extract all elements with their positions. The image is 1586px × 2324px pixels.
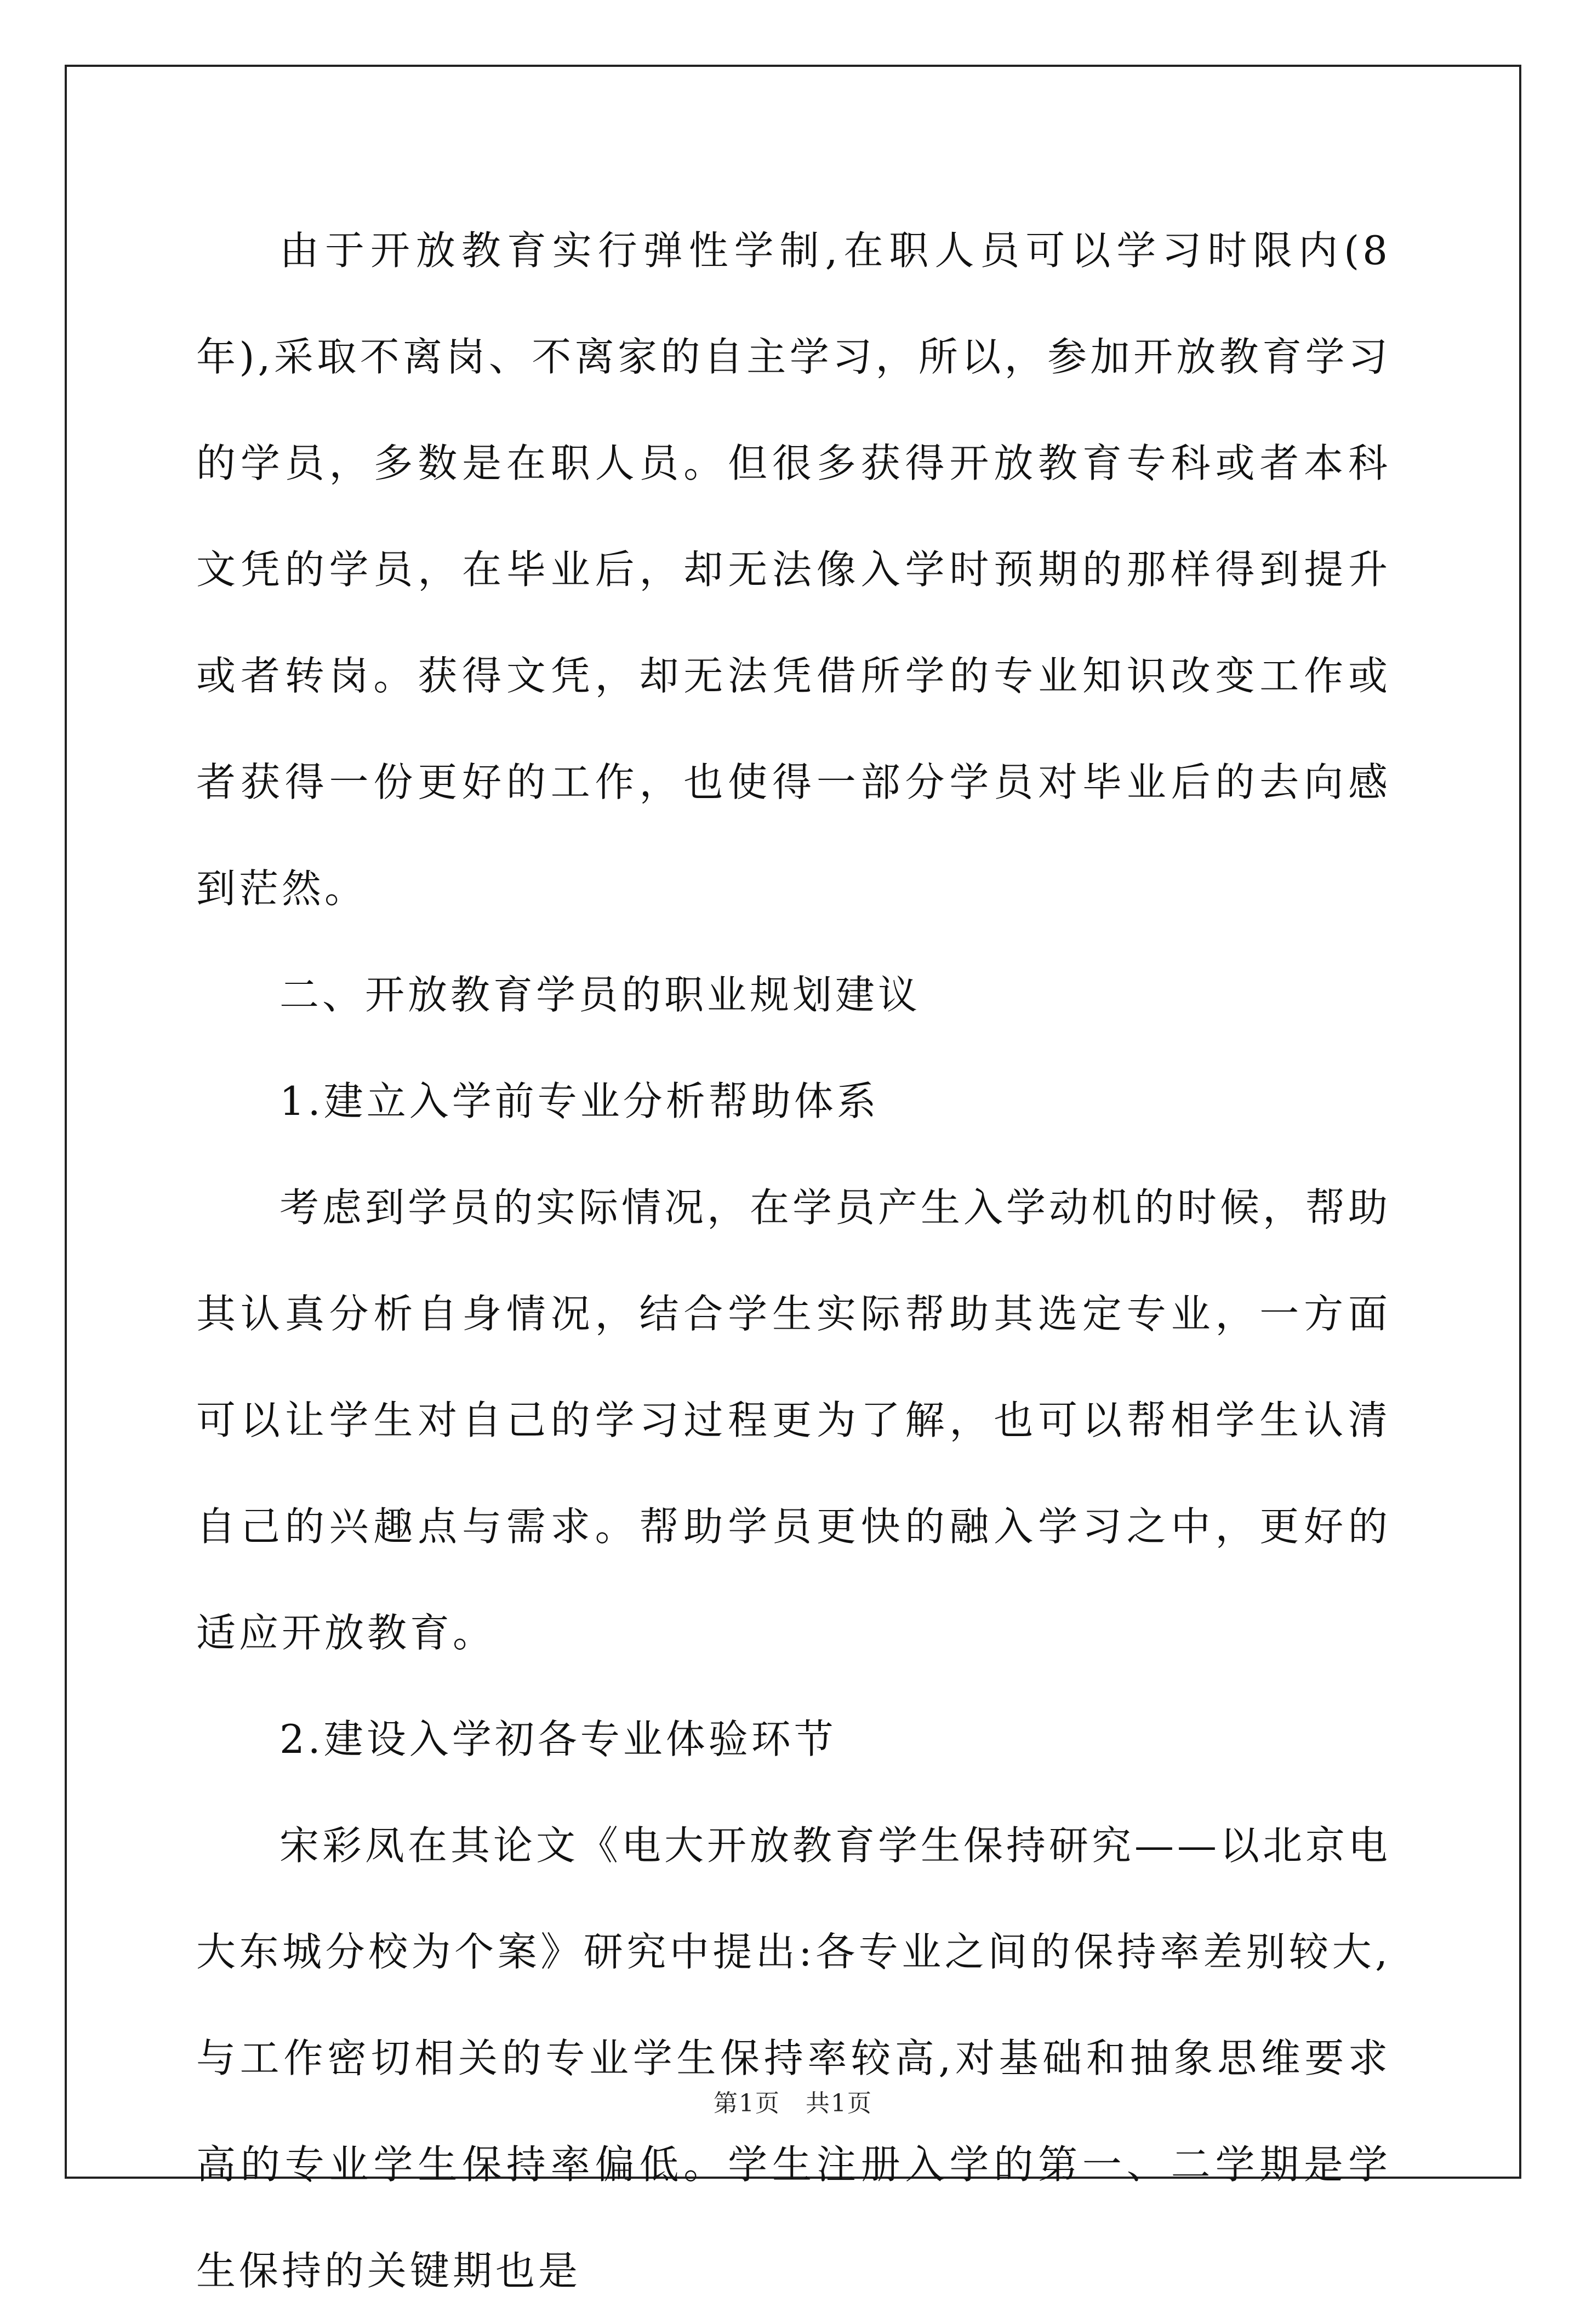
document-body	[196, 197, 1391, 2324]
subheading-2: 2.建设入学初各专业体验环节	[279, 1716, 837, 1762]
paragraph-1: 考虑到学员的实际情况，在学员产生入学动机的时候，帮助其认真分析自身情况，结合学生实际帮助其选定专业，一方面可以让学生对自己的学习过程更为了解，也可以帮相学生认清自己的兴趣点与需求。帮助学员更快的融入学习之中，更好的适应开放教育。	[196, 1184, 1391, 1656]
paragraph-2: 宋彩凤在其论文《电大开放教育学生保持研究——以北京电大东城分校为个案》研究中提出:各专业之间的保持率差别较大,与工作密切相关的专业学生保持率较高,对基础和抽象思维要求高的专业学生保持率偏低。学生注册入学的第一、二学期是学生保持的关键期也是	[196, 1822, 1391, 2294]
subheading-1: 1.建立入学前专业分析帮助体系	[279, 1078, 880, 1124]
paragraph-intro: 由于开放教育实行弹性学制,在职人员可以学习时限内(8年),采取不离岗、不离家的自主学习，所以，参加开放教育学习的学员，多数是在职人员。但很多获得开放教育专科或者本科文凭的学员，在毕业后，却无法像入学时预期的那样得到提升或者转岗。获得文凭，却无法凭借所学的专业知识改变工作或者获得一份更好的工作，也使得一部分学员对毕业后的去向感到茫然。	[196, 227, 1391, 912]
section-heading-2: 二、开放教育学员的职业规划建议	[279, 972, 921, 1018]
page-footer: 第1页 共1页	[714, 2089, 872, 2117]
